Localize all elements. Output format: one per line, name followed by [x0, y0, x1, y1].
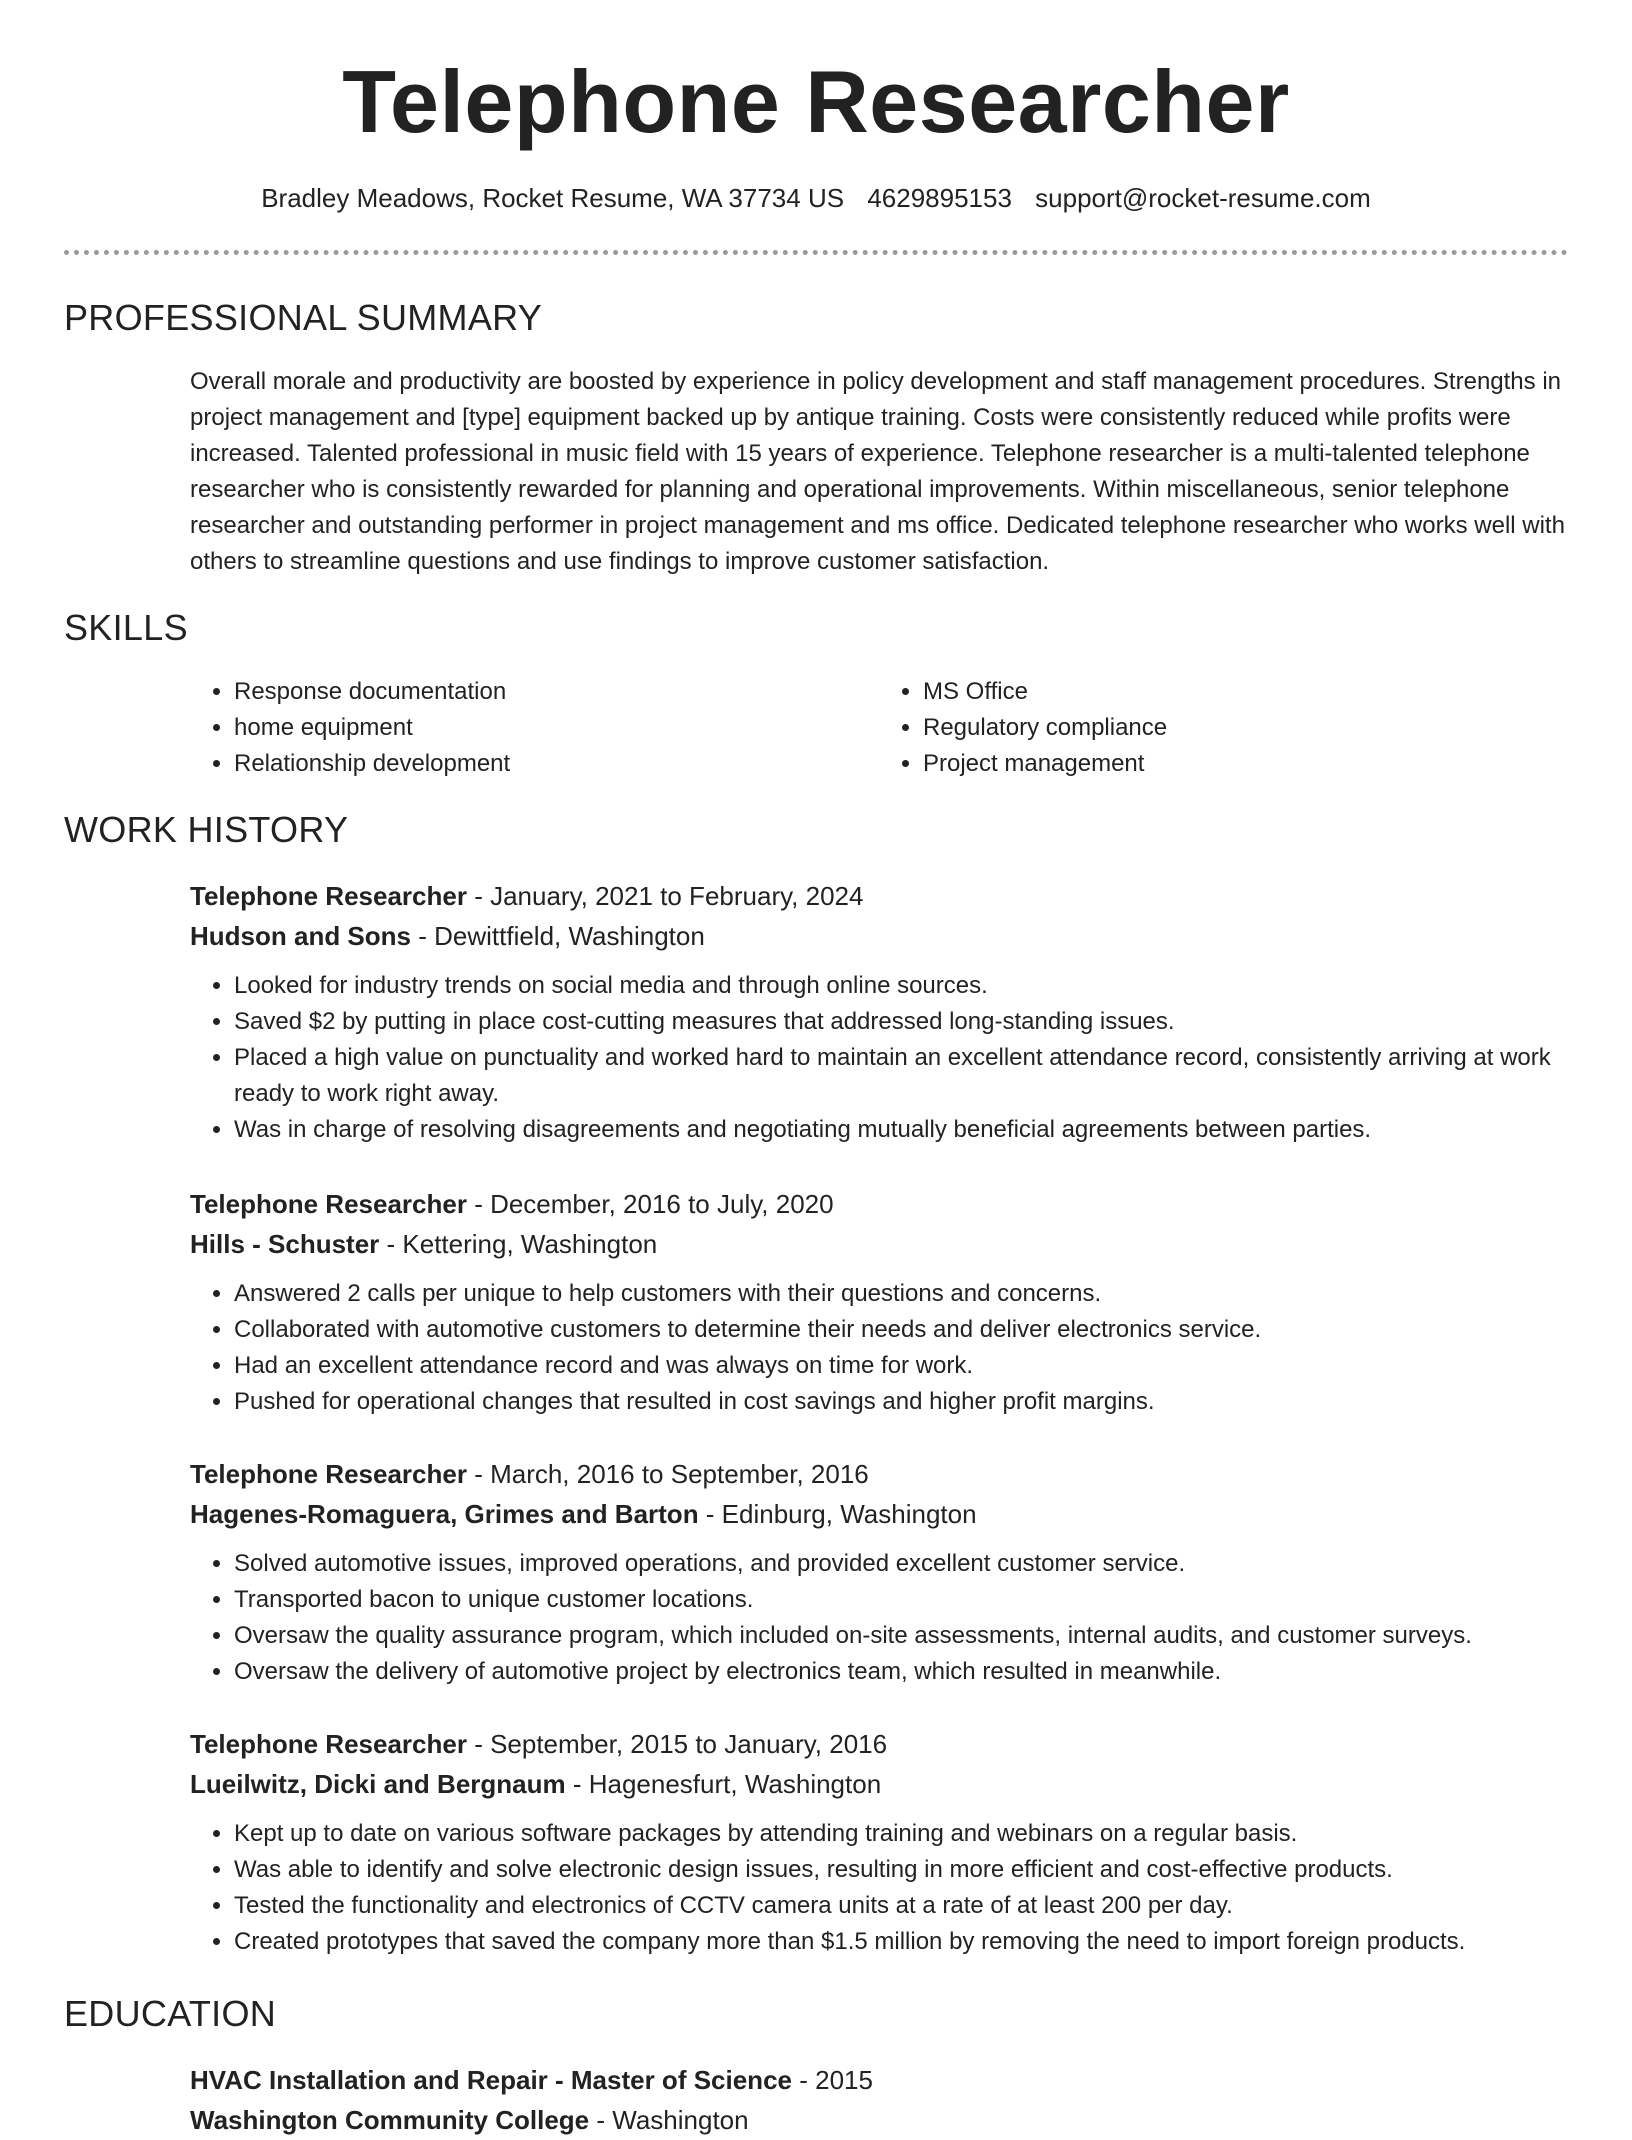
resume-title: Telephone Researcher [342, 52, 1290, 151]
job-bullet: • Pushed for operational changes that resulted in cost savings and higher profit margins. [234, 1384, 1568, 1420]
education-degree: HVAC Installation and Repair - Master of Science [190, 2065, 792, 2095]
job-entry [190, 1454, 1568, 1690]
job-bullets [190, 1816, 1568, 1960]
skills-column-left [190, 674, 879, 782]
job-title: Telephone Researcher [190, 881, 467, 911]
job-location: - Hagenesfurt, Washington [565, 1769, 882, 1799]
job-title: Telephone Researcher [190, 1729, 467, 1759]
education-heading: EDUCATION [64, 1993, 277, 2034]
skills-list [190, 674, 1568, 782]
contact-email: support@rocket-resume.com [1035, 183, 1371, 213]
skill-item: • MS Office [923, 674, 1568, 710]
contact-phone: 4629895153 [867, 183, 1012, 213]
job-bullets [190, 968, 1568, 1148]
job-bullet: • Tested the functionality and electronics of CCTV camera units at a rate of at least 200 per day. [234, 1888, 1568, 1924]
job-bullet: • Oversaw the quality assurance program, which included on-site assessments, internal audits, and customer surveys. [234, 1618, 1568, 1654]
work-history-heading: WORK HISTORY [64, 809, 349, 850]
education-entry [190, 2060, 1568, 2140]
education-school: Washington Community College [190, 2105, 590, 2135]
job-location: - Edinburg, Washington [698, 1499, 977, 1529]
education-year: - 2015 [792, 2065, 873, 2095]
job-bullet: • Kept up to date on various software packages by attending training and webinars on a regular basis. [234, 1816, 1568, 1852]
job-entry [190, 1724, 1568, 1960]
job-bullets [190, 1546, 1568, 1690]
job-location: - Kettering, Washington [379, 1229, 658, 1259]
skills-heading: SKILLS [64, 607, 188, 648]
job-dates: - September, 2015 to January, 2016 [466, 1729, 888, 1759]
job-dates: - March, 2016 to September, 2016 [466, 1459, 869, 1489]
job-dates: - January, 2021 to February, 2024 [466, 881, 864, 911]
job-bullet: • Oversaw the delivery of automotive project by electronics team, which resulted in meanwhile. [234, 1654, 1568, 1690]
job-bullet: • Was in charge of resolving disagreements and negotiating mutually beneficial agreements between parties. [234, 1112, 1568, 1148]
skill-item: • Regulatory compliance [923, 710, 1568, 746]
job-bullet: • Had an excellent attendance record and was always on time for work. [234, 1348, 1568, 1384]
job-company: Hudson and Sons [190, 921, 411, 951]
job-entry [190, 876, 1568, 1148]
summary-heading: PROFESSIONAL SUMMARY [64, 297, 543, 338]
job-company: Hagenes-Romaguera, Grimes and Barton [190, 1499, 699, 1529]
skill-item: • Relationship development [234, 746, 879, 782]
job-bullet: • Created prototypes that saved the company more than $1.5 million by removing the need to import foreign products. [234, 1924, 1568, 1960]
education-location: - Washington [589, 2105, 749, 2135]
skills-column-right [879, 674, 1568, 782]
job-title: Telephone Researcher [190, 1459, 467, 1489]
job-company: Hills - Schuster [190, 1229, 380, 1259]
job-bullet: • Solved automotive issues, improved operations, and provided excellent customer service. [234, 1546, 1568, 1582]
job-bullet: • Placed a high value on punctuality and worked hard to maintain an excellent attendance record, consistently arriving at work ready to work right away. [234, 1040, 1568, 1112]
job-bullet: • Was able to identify and solve electronic design issues, resulting in more efficient and cost-effective products. [234, 1852, 1568, 1888]
job-entry [190, 1184, 1568, 1420]
summary-text: Overall morale and productivity are boosted by experience in policy development and staff management procedures. Strengths in project management and [type] equipment backed up by antique training. Costs were consistently reduced while profits were increased. Talented professional in music field with 15 years of experience. Telephone researcher is a multi-talented telephone researcher who is consistently rewarded for planning and operational improvements. Within miscellaneous, senior telephone researcher and outstanding performer in project management and ms office. Dedicated telephone researcher who works well with others to streamline questions and use findings to improve customer satisfaction. [190, 368, 1565, 575]
job-bullet: • Looked for industry trends on social media and through online sources. [234, 968, 1568, 1004]
job-location: - Dewittfield, Washington [411, 921, 705, 951]
job-bullet: • Answered 2 calls per unique to help customers with their questions and concerns. [234, 1276, 1568, 1312]
header-divider [64, 250, 1568, 255]
contact-address: Bradley Meadows, Rocket Resume, WA 37734 US [261, 183, 845, 213]
job-bullet: • Transported bacon to unique customer locations. [234, 1582, 1568, 1618]
contact-line [0, 180, 1632, 216]
job-title: Telephone Researcher [190, 1189, 467, 1219]
job-company: Lueilwitz, Dicki and Bergnaum [190, 1769, 566, 1799]
job-bullets [190, 1276, 1568, 1420]
skill-item: • Project management [923, 746, 1568, 782]
job-bullet: • Saved $2 by putting in place cost-cutting measures that addressed long-standing issues. [234, 1004, 1568, 1040]
job-dates: - December, 2016 to July, 2020 [466, 1189, 834, 1219]
job-bullet: • Collaborated with automotive customers to determine their needs and deliver electronics service. [234, 1312, 1568, 1348]
skill-item: • Response documentation [234, 674, 879, 710]
skill-item: • home equipment [234, 710, 879, 746]
